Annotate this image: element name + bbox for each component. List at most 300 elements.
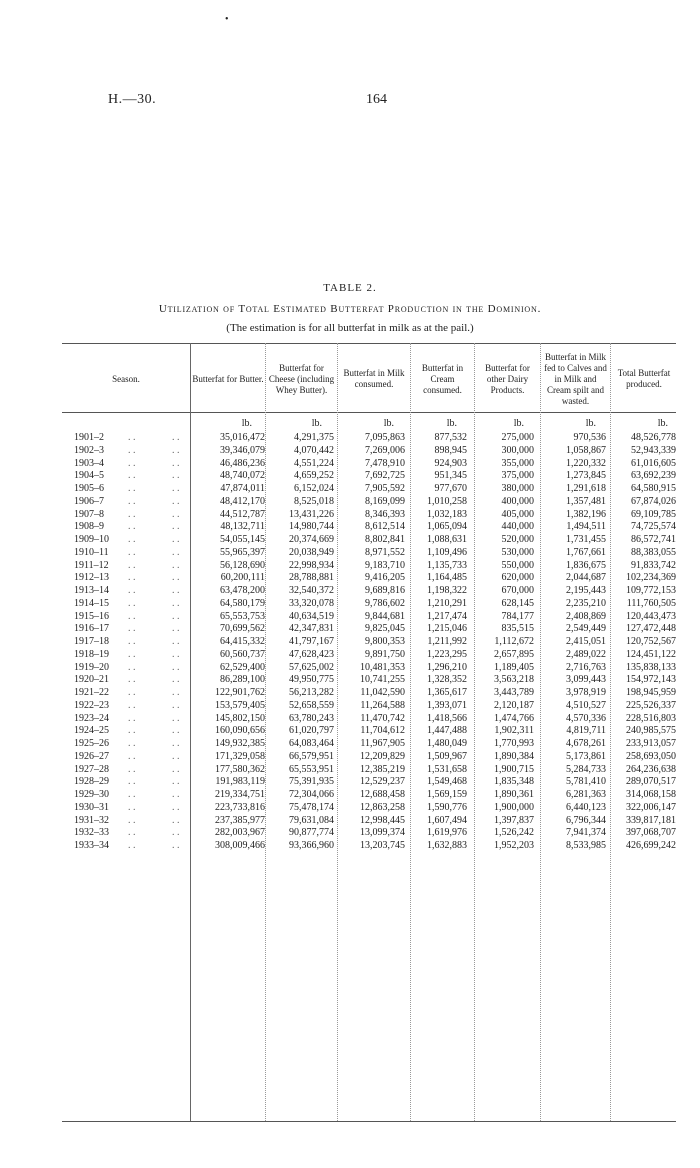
season-cell: 1915–16 — [74, 610, 109, 622]
butter-cell: 223,733,816 — [215, 801, 265, 813]
calves-cell: 2,549,449 — [566, 623, 606, 635]
milk-cell: 12,998,445 — [360, 814, 405, 826]
milk-cell: 11,967,905 — [360, 738, 405, 749]
header-bottom-rule — [62, 412, 676, 413]
leader-dots: . . — [128, 534, 136, 545]
total-cell: 69,109,785 — [631, 508, 676, 520]
table-row — [0, 662, 700, 675]
leader-dots: . . — [172, 750, 180, 762]
other-cell: 2,657,895 — [494, 648, 534, 660]
total-cell: 124,451,122 — [626, 648, 676, 660]
butter-cell: 177,580,362 — [215, 763, 265, 775]
cheese-cell: 41,797,167 — [289, 636, 334, 647]
calves-cell: 1,494,511 — [566, 521, 606, 533]
table-row — [0, 687, 700, 700]
total-cell: 86,572,741 — [631, 534, 676, 545]
leader-dots: . . — [172, 470, 180, 482]
table-row — [0, 649, 700, 662]
other-cell: 784,177 — [501, 610, 534, 622]
calves-cell: 2,408,869 — [566, 610, 606, 622]
leader-dots: . . — [128, 597, 136, 609]
header-cheese: Butterfat for Cheese (including Whey Butter). — [268, 362, 335, 395]
table-row — [0, 764, 700, 777]
butter-cell: 308,009,466 — [215, 840, 265, 851]
cream-cell: 1,210,291 — [427, 597, 467, 609]
milk-cell: 7,692,725 — [365, 470, 405, 482]
header-calves: Butterfat in Milk fed to Calves and in Milk and Cream spilt and wasted. — [544, 351, 607, 406]
table-top-rule — [62, 343, 676, 344]
table-row — [0, 776, 700, 789]
butter-cell: 62,529,400 — [220, 661, 265, 673]
other-cell: 1,474,766 — [494, 712, 534, 724]
cream-cell: 1,198,322 — [427, 585, 467, 596]
leader-dots: . . — [128, 470, 136, 482]
header-milk: Butterfat in Milk consumed. — [343, 368, 405, 389]
butter-cell: 237,385,977 — [215, 814, 265, 826]
butter-cell: 160,090,656 — [215, 725, 265, 737]
header-season: Season. — [112, 373, 140, 384]
calves-cell: 7,941,374 — [566, 827, 606, 839]
season-cell: 1913–14 — [74, 585, 109, 596]
leader-dots: . . — [128, 738, 136, 749]
calves-cell: 3,978,919 — [566, 687, 606, 698]
calves-cell: 6,281,363 — [566, 789, 606, 800]
leader-dots: . . — [172, 789, 180, 800]
season-cell: 1921–22 — [74, 687, 109, 698]
butter-cell: 39,346,079 — [220, 444, 265, 456]
total-cell: 240,985,575 — [626, 725, 676, 737]
total-cell: 258,693,050 — [626, 750, 676, 762]
other-cell: 1,112,672 — [494, 636, 534, 647]
cream-cell: 1,531,658 — [427, 763, 467, 775]
calves-cell: 1,382,196 — [566, 508, 606, 520]
leader-dots: . . — [128, 572, 136, 584]
milk-cell: 12,529,237 — [360, 776, 405, 788]
total-cell: 228,516,803 — [626, 712, 676, 724]
leader-dots: . . — [128, 495, 136, 507]
calves-cell: 4,570,336 — [566, 712, 606, 724]
cream-cell: 1,569,159 — [427, 789, 467, 800]
butter-cell: 63,478,200 — [220, 585, 265, 596]
cheese-cell: 75,391,935 — [289, 776, 334, 788]
table-row — [0, 585, 700, 598]
leader-dots: . . — [172, 508, 180, 520]
butter-cell: 64,415,332 — [220, 636, 265, 647]
cheese-cell: 14,980,744 — [289, 521, 334, 533]
calves-cell: 5,284,733 — [566, 763, 606, 775]
calves-cell: 5,781,410 — [566, 776, 606, 788]
milk-cell: 7,095,863 — [365, 432, 405, 443]
milk-cell: 12,688,458 — [360, 789, 405, 800]
leader-dots: . . — [128, 610, 136, 622]
total-cell: 314,068,158 — [626, 789, 676, 800]
table-row — [0, 534, 700, 547]
season-cell: 1911–12 — [74, 559, 109, 571]
other-cell: 620,000 — [501, 572, 534, 584]
cream-cell: 1,447,488 — [427, 725, 467, 737]
leader-dots: . . — [172, 623, 180, 635]
butter-cell: 44,512,787 — [220, 508, 265, 520]
total-cell: 91,833,742 — [631, 559, 676, 571]
leader-dots: . . — [128, 789, 136, 800]
calves-cell: 2,235,210 — [566, 597, 606, 609]
leader-dots: . . — [128, 636, 136, 647]
milk-cell: 11,470,742 — [360, 712, 405, 724]
season-cell: 1928–29 — [74, 776, 109, 788]
butter-cell: 191,983,119 — [215, 776, 265, 788]
cheese-cell: 79,631,084 — [289, 814, 334, 826]
other-cell: 835,515 — [501, 623, 534, 635]
season-cell: 1912–13 — [74, 572, 109, 584]
cream-cell: 1,590,776 — [427, 801, 467, 813]
total-cell: 48,526,778 — [631, 432, 676, 443]
table-row — [0, 547, 700, 560]
other-cell: 530,000 — [501, 546, 534, 558]
milk-cell: 10,481,353 — [360, 661, 405, 673]
cream-cell: 1,296,210 — [427, 661, 467, 673]
cream-cell: 1,328,352 — [427, 674, 467, 686]
cheese-cell: 6,152,024 — [294, 483, 334, 494]
cheese-cell: 57,625,002 — [289, 661, 334, 673]
calves-cell: 2,195,443 — [566, 585, 606, 596]
total-cell: 426,699,242 — [626, 840, 676, 851]
butter-cell: 35,016,472 — [220, 432, 265, 443]
total-cell: 322,006,147 — [626, 801, 676, 813]
total-cell: 120,443,473 — [626, 610, 676, 622]
header-total: Total Butterfat produced. — [617, 368, 671, 389]
cheese-cell: 4,070,442 — [294, 444, 334, 456]
butter-cell: 145,802,150 — [215, 712, 265, 724]
season-cell: 1927–28 — [74, 763, 109, 775]
leader-dots: . . — [172, 610, 180, 622]
cream-cell: 1,393,071 — [427, 699, 467, 711]
leader-dots: . . — [128, 444, 136, 456]
table-row — [0, 751, 700, 764]
cheese-cell: 47,628,423 — [289, 648, 334, 660]
cream-cell: 1,365,617 — [427, 687, 467, 698]
cheese-cell: 28,788,881 — [289, 572, 334, 584]
total-cell: 63,692,239 — [631, 470, 676, 482]
leader-dots: . . — [128, 763, 136, 775]
leader-dots: . . — [172, 585, 180, 596]
leader-dots: . . — [128, 674, 136, 686]
leader-dots: . . — [128, 725, 136, 737]
milk-cell: 9,800,353 — [365, 636, 405, 647]
milk-cell: 8,971,552 — [365, 546, 405, 558]
table-row — [0, 598, 700, 611]
cream-cell: 951,345 — [434, 470, 467, 482]
unit-label-calves: lb. — [585, 418, 596, 429]
leader-dots: . . — [172, 725, 180, 737]
table-subtitle: Utilization of Total Estimated Butterfat Production in the Dominion. — [158, 303, 542, 315]
calves-cell: 1,767,661 — [566, 546, 606, 558]
leader-dots: . . — [128, 559, 136, 571]
milk-cell: 8,802,841 — [365, 534, 405, 545]
season-cell: 1901–2 — [74, 432, 104, 443]
cheese-cell: 56,213,282 — [289, 687, 334, 698]
leader-dots: . . — [172, 636, 180, 647]
table-row — [0, 840, 700, 853]
milk-cell: 7,905,592 — [365, 483, 405, 494]
other-cell: 1,526,242 — [494, 827, 534, 839]
table-row — [0, 674, 700, 687]
season-cell: 1925–26 — [74, 738, 109, 749]
season-cell: 1903–4 — [74, 457, 104, 469]
butter-cell: 64,580,179 — [220, 597, 265, 609]
table-row — [0, 815, 700, 828]
other-cell: 1,189,405 — [494, 661, 534, 673]
cream-cell: 1,164,485 — [427, 572, 467, 584]
leader-dots: . . — [128, 432, 136, 443]
page-mark: • — [225, 14, 229, 25]
leader-dots: . . — [172, 801, 180, 813]
other-cell: 440,000 — [501, 521, 534, 533]
table-row — [0, 521, 700, 534]
season-cell: 1930–31 — [74, 801, 109, 813]
calves-cell: 2,044,687 — [566, 572, 606, 584]
leader-dots: . . — [128, 546, 136, 558]
milk-cell: 9,786,602 — [365, 597, 405, 609]
calves-cell: 2,716,763 — [566, 661, 606, 673]
season-cell: 1910–11 — [74, 546, 109, 558]
season-cell: 1920–21 — [74, 674, 109, 686]
leader-dots: . . — [128, 483, 136, 494]
leader-dots: . . — [128, 508, 136, 520]
season-cell: 1918–19 — [74, 648, 109, 660]
season-cell: 1914–15 — [74, 597, 109, 609]
butter-cell: 48,740,072 — [220, 470, 265, 482]
calves-cell: 4,819,711 — [566, 725, 606, 737]
header-cream: Butterfat in Cream consumed. — [421, 362, 464, 395]
leader-dots: . . — [172, 776, 180, 788]
calves-cell: 8,533,985 — [566, 840, 606, 851]
calves-cell: 6,796,344 — [566, 814, 606, 826]
cheese-cell: 4,551,224 — [294, 457, 334, 469]
table-row — [0, 827, 700, 840]
calves-cell: 1,836,675 — [566, 559, 606, 571]
table-row — [0, 458, 700, 471]
season-cell: 1922–23 — [74, 699, 109, 711]
cheese-cell: 42,347,831 — [289, 623, 334, 635]
cream-cell: 1,549,468 — [427, 776, 467, 788]
cheese-cell: 4,659,252 — [294, 470, 334, 482]
milk-cell: 8,169,099 — [365, 495, 405, 507]
calves-cell: 970,536 — [573, 432, 606, 443]
leader-dots: . . — [128, 840, 136, 851]
other-cell: 1,397,837 — [494, 814, 534, 826]
leader-dots: . . — [172, 432, 180, 443]
milk-cell: 8,612,514 — [365, 521, 405, 533]
cheese-cell: 22,998,934 — [289, 559, 334, 571]
calves-cell: 1,273,845 — [566, 470, 606, 482]
total-cell: 102,234,369 — [626, 572, 676, 584]
cheese-cell: 13,431,226 — [289, 508, 334, 520]
cheese-cell: 40,634,519 — [289, 610, 334, 622]
cream-cell: 1,223,295 — [427, 648, 467, 660]
butter-cell: 171,329,058 — [215, 750, 265, 762]
other-cell: 520,000 — [501, 534, 534, 545]
milk-cell: 7,269,006 — [365, 444, 405, 456]
leader-dots: . . — [172, 687, 180, 698]
total-cell: 111,760,505 — [626, 597, 676, 609]
leader-dots: . . — [172, 457, 180, 469]
other-cell: 670,000 — [501, 585, 534, 596]
milk-cell: 9,183,710 — [365, 559, 405, 571]
season-cell: 1933–34 — [74, 840, 109, 851]
milk-cell: 12,863,258 — [360, 801, 405, 813]
table-row — [0, 700, 700, 713]
season-cell: 1932–33 — [74, 827, 109, 839]
leader-dots: . . — [128, 623, 136, 635]
calves-cell: 5,173,861 — [566, 750, 606, 762]
other-cell: 1,952,203 — [494, 840, 534, 851]
unit-label-other: lb. — [513, 418, 524, 429]
total-cell: 135,838,133 — [626, 661, 676, 673]
butter-cell: 86,289,100 — [220, 674, 265, 686]
cheese-cell: 63,780,243 — [289, 712, 334, 724]
total-cell: 127,472,448 — [626, 623, 676, 635]
cheese-cell: 20,038,949 — [289, 546, 334, 558]
season-cell: 1931–32 — [74, 814, 109, 826]
leader-dots: . . — [128, 687, 136, 698]
table-note: (The estimation is for all butterfat in milk as at the pail.) — [226, 322, 474, 334]
leader-dots: . . — [128, 521, 136, 533]
season-cell: 1917–18 — [74, 636, 109, 647]
cheese-cell: 32,540,372 — [289, 585, 334, 596]
milk-cell: 9,825,045 — [365, 623, 405, 635]
total-cell: 109,772,153 — [626, 585, 676, 596]
leader-dots: . . — [172, 814, 180, 826]
season-cell: 1923–24 — [74, 712, 109, 724]
cream-cell: 1,065,094 — [427, 521, 467, 533]
cream-cell: 977,670 — [434, 483, 467, 494]
document-reference: H.—30. — [108, 92, 157, 107]
total-cell: 339,817,181 — [626, 814, 676, 826]
calves-cell: 4,510,527 — [566, 699, 606, 711]
table-row — [0, 636, 700, 649]
leader-dots: . . — [128, 801, 136, 813]
table-row — [0, 789, 700, 802]
cheese-cell: 64,083,464 — [289, 738, 334, 749]
leader-dots: . . — [128, 648, 136, 660]
table-row — [0, 623, 700, 636]
other-cell: 375,000 — [501, 470, 534, 482]
cream-cell: 1,607,494 — [427, 814, 467, 826]
cream-cell: 1,215,046 — [427, 623, 467, 635]
cream-cell: 1,088,631 — [427, 534, 467, 545]
other-cell: 1,900,000 — [494, 801, 534, 813]
milk-cell: 11,704,612 — [360, 725, 405, 737]
cream-cell: 898,945 — [434, 444, 467, 456]
leader-dots: . . — [172, 840, 180, 851]
milk-cell: 11,042,590 — [360, 687, 405, 698]
leader-dots: . . — [172, 483, 180, 494]
unit-label-cheese: lb. — [311, 418, 322, 429]
season-cell: 1929–30 — [74, 789, 109, 800]
season-cell: 1902–3 — [74, 444, 104, 456]
cream-cell: 1,480,049 — [427, 738, 467, 749]
butter-cell: 54,055,145 — [220, 534, 265, 545]
leader-dots: . . — [172, 738, 180, 749]
table-bottom-rule — [62, 1121, 676, 1122]
table-row — [0, 725, 700, 738]
cream-cell: 877,532 — [434, 432, 467, 443]
other-cell: 628,145 — [501, 597, 534, 609]
leader-dots: . . — [128, 776, 136, 788]
milk-cell: 10,741,255 — [360, 674, 405, 686]
other-cell: 300,000 — [501, 444, 534, 456]
table-row — [0, 738, 700, 751]
milk-cell: 8,346,393 — [365, 508, 405, 520]
season-cell: 1924–25 — [74, 725, 109, 737]
total-cell: 154,972,143 — [626, 674, 676, 686]
cream-cell: 1,032,183 — [427, 508, 467, 520]
cheese-cell: 20,374,669 — [289, 534, 334, 545]
milk-cell: 12,385,219 — [360, 763, 405, 775]
leader-dots: . . — [128, 814, 136, 826]
other-cell: 380,000 — [501, 483, 534, 494]
total-cell: 233,913,057 — [626, 738, 676, 749]
leader-dots: . . — [128, 827, 136, 839]
page-number: 164 — [366, 92, 387, 107]
cream-cell: 1,632,883 — [427, 840, 467, 851]
other-cell: 550,000 — [501, 559, 534, 571]
table-row — [0, 445, 700, 458]
leader-dots: . . — [172, 546, 180, 558]
butter-cell: 153,579,405 — [215, 699, 265, 711]
calves-cell: 1,291,618 — [566, 483, 606, 494]
calves-cell: 3,099,443 — [566, 674, 606, 686]
cheese-cell: 52,658,559 — [289, 699, 334, 711]
milk-cell: 11,264,588 — [360, 699, 405, 711]
table-row — [0, 432, 700, 445]
calves-cell: 6,440,123 — [566, 801, 606, 813]
unit-label-total: lb. — [657, 418, 668, 429]
other-cell: 1,902,311 — [494, 725, 534, 737]
milk-cell: 13,099,374 — [360, 827, 405, 839]
total-cell: 397,068,707 — [626, 827, 676, 839]
cheese-cell: 65,553,951 — [289, 763, 334, 775]
cream-cell: 1,211,992 — [427, 636, 467, 647]
leader-dots: . . — [172, 559, 180, 571]
milk-cell: 9,689,816 — [365, 585, 405, 596]
total-cell: 64,580,915 — [631, 483, 676, 494]
other-cell: 405,000 — [501, 508, 534, 520]
other-cell: 1,890,384 — [494, 750, 534, 762]
cheese-cell: 90,877,774 — [289, 827, 334, 839]
total-cell: 52,943,339 — [631, 444, 676, 456]
total-cell: 198,945,959 — [626, 687, 676, 698]
season-cell: 1907–8 — [74, 508, 104, 520]
cheese-cell: 93,366,960 — [289, 840, 334, 851]
other-cell: 355,000 — [501, 457, 534, 469]
cream-cell: 1,109,496 — [427, 546, 467, 558]
other-cell: 2,120,187 — [494, 699, 534, 711]
butter-cell: 48,412,170 — [220, 495, 265, 507]
season-cell: 1904–5 — [74, 470, 104, 482]
table-row — [0, 802, 700, 815]
cheese-cell: 75,478,174 — [289, 801, 334, 813]
total-cell: 264,236,638 — [626, 763, 676, 775]
leader-dots: . . — [172, 534, 180, 545]
butter-cell: 122,901,762 — [215, 687, 265, 698]
leader-dots: . . — [172, 712, 180, 724]
leader-dots: . . — [128, 712, 136, 724]
leader-dots: . . — [172, 763, 180, 775]
cheese-cell: 49,950,775 — [289, 674, 334, 686]
leader-dots: . . — [172, 572, 180, 584]
milk-cell: 9,844,681 — [365, 610, 405, 622]
